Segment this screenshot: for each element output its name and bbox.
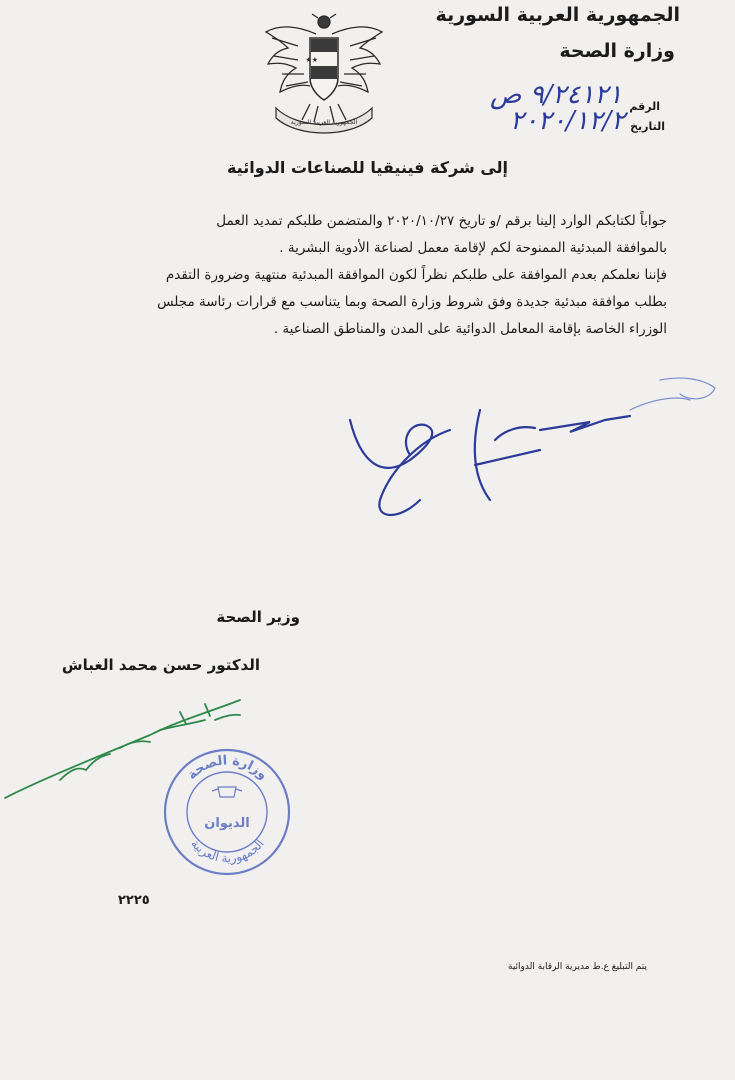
emblem-ribbon-text: الجمهورية العربية السورية bbox=[290, 119, 358, 126]
stamp-outer-text: وزارة الصحة bbox=[184, 753, 271, 783]
number-code: ٢٢٢٥ bbox=[118, 893, 150, 908]
svg-text:الجمهورية العربية bbox=[188, 837, 267, 867]
body-line-4: بطلب موافقة مبدئية جديدة وفق شروط وزارة الصحة وبما يتناسب مع قرارات رئاسة مجلس bbox=[157, 294, 667, 310]
body-line-3: فإننا نعلمكم بعدم الموافقة على طلبكم نظراً لكون الموافقة المبدئية منتهية وضرورة التقدم bbox=[165, 267, 667, 283]
blue-signature bbox=[330, 370, 730, 535]
body-line-1: جواباً لكتابكم الوارد إلينا برقم /و تاريخ ٢٠٢٠/١٠/٢٧ والمتضمن طلبكم تمديد العمل bbox=[216, 213, 667, 229]
footer-note: يتم التبليغ ع.ط مديرية الرقابة الدوائية bbox=[508, 962, 648, 972]
svg-text:★★: ★★ bbox=[305, 56, 318, 64]
reference-number-label: الرقم bbox=[629, 100, 660, 113]
stamp-inner-text: الديوان bbox=[204, 816, 250, 831]
reference-date-value: ٢٠٢٠/١٢/٢ bbox=[510, 106, 626, 136]
body-line-2: بالموافقة المبدئية الممنوحة لكم لإقامة معمل لصناعة الأدوية البشرية . bbox=[279, 240, 667, 256]
reference-number-value: ٩/٢٤١٢١ ص bbox=[490, 80, 623, 110]
recipient-line: إلى شركة فينيقيا للصناعات الدوائية bbox=[226, 158, 509, 177]
stamp-bottom-text: الجمهورية العربية bbox=[188, 836, 267, 866]
header-country: الجمهورية العربية السورية bbox=[435, 4, 680, 26]
header-ministry: وزارة الصحة bbox=[559, 40, 675, 62]
reference-date-label: التاريخ bbox=[630, 120, 665, 133]
signatory-title: وزير الصحة bbox=[216, 608, 300, 626]
ministry-stamp bbox=[160, 745, 295, 880]
signatory-name: الدكتور حسن محمد الغباش bbox=[61, 656, 260, 674]
syrian-eagle-emblem-icon bbox=[258, 8, 390, 140]
body-line-5: الوزراء الخاصة بإقامة المعامل الدوائية على المدن والمناطق الصناعية . bbox=[273, 321, 667, 337]
